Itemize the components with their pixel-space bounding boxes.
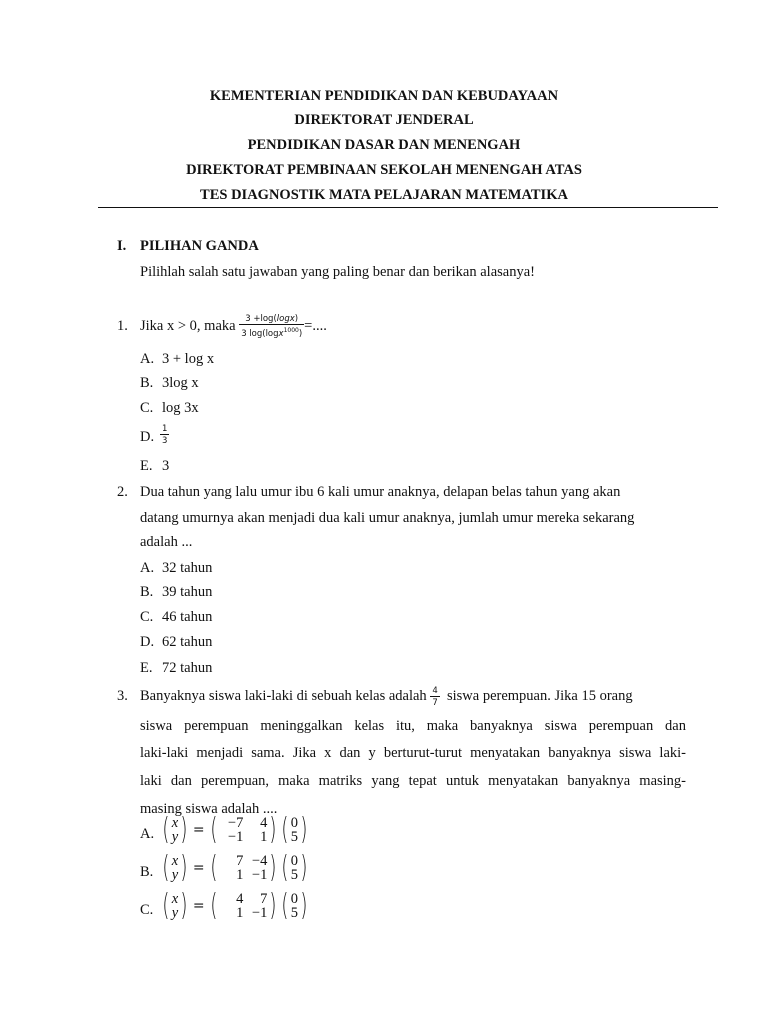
q3-option-a-letter: A.	[140, 826, 155, 842]
q3-line3: laki-laki menjadi sama. Jika x dan y berturut-turut menyatakan banyaknya siswa laki-	[140, 745, 686, 761]
q2-line3: adalah ...	[140, 534, 193, 550]
q2-line1: Dua tahun yang lalu umur ibu 6 kali umur anaknya, delapan belas tahun yang akan	[140, 484, 621, 500]
q3-line1: Banyaknya siswa laki-laki di sebuah kelas adalah $\frac{4}{7}$ siswa perempuan. Jika 15 orang	[140, 685, 633, 708]
q2-option-b-letter: B.	[140, 584, 154, 600]
q1-option-d-letter: D.	[140, 429, 155, 445]
q3-line4: laki dan perempuan, maka matriks yang tepat untuk menyatakan banyaknya masing-	[140, 773, 686, 789]
q3-line2: siswa perempuan meninggalkan kelas itu, maka banyaknya siswa perempuan dan	[140, 718, 686, 734]
q1-option-b-text: 3log x	[162, 375, 199, 391]
q1-option-a-text: 3 + log x	[162, 351, 215, 367]
q2-option-c-letter: C.	[140, 609, 154, 625]
q3-option-b-equation: ( x y ) = ( 7 −4 1 −1 ) ( 0 5 )	[162, 850, 308, 885]
section-instruction: Pilihlah salah satu jawaban yang paling benar dan berikan alasanya!	[140, 264, 535, 280]
q1-suffix: =....	[304, 318, 327, 334]
header-directorate: DIREKTORAT PEMBINAAN SEKOLAH MENENGAH ATAS	[186, 162, 582, 178]
q2-option-c-text: 46 tahun	[162, 609, 213, 625]
q1-option-c-letter: C.	[140, 400, 154, 416]
section-title: PILIHAN GANDA	[140, 238, 259, 254]
header-test-title: TES DIAGNOSTIK MATA PELAJARAN MATEMATIKA	[200, 187, 568, 203]
q1-option-a-letter: A.	[140, 351, 155, 367]
q3-option-a-equation: ( x y ) = ( −7 4 −1 1 ) ( 0 5 )	[162, 812, 308, 847]
q1-option-e-letter: E.	[140, 458, 153, 474]
q1-stem	[140, 308, 327, 344]
q3-option-c-letter: C.	[140, 902, 154, 918]
q2-option-a-text: 32 tahun	[162, 560, 213, 576]
q2-option-a-letter: A.	[140, 560, 155, 576]
header-education-level: PENDIDIKAN DASAR DAN MENENGAH	[247, 137, 521, 153]
q1-fraction-denominator: 3 log(logx$^{1000}$)	[239, 324, 304, 339]
q1-fraction-numerator: 3 +log(logx)	[245, 314, 299, 325]
q3-option-c-equation: ( x y ) = ( 4 7 1 −1 ) ( 0 5 )	[162, 888, 308, 923]
q2-option-d-letter: D.	[140, 634, 155, 650]
q2-option-e-letter: E.	[140, 660, 153, 676]
q1-option-c-text: log 3x	[162, 400, 199, 416]
q2-number: 2.	[117, 484, 128, 500]
q2-option-e-text: 72 tahun	[162, 660, 213, 676]
q1-number: 1.	[117, 318, 128, 334]
q2-option-b-text: 39 tahun	[162, 584, 213, 600]
q3-number: 3.	[117, 688, 128, 704]
q2-line2: datang umurnya akan menjadi dua kali umur anaknya, jumlah umur mereka sekarang	[140, 510, 635, 526]
q1-prefix: Jika x > 0, maka	[140, 318, 236, 334]
header-directorate-general: DIREKTORAT JENDERAL	[294, 112, 474, 128]
q2-option-d-text: 62 tahun	[162, 634, 213, 650]
header-ministry: KEMENTERIAN PENDIDIKAN DAN KEBUDAYAAN	[209, 88, 559, 104]
q1-option-e-text: 3	[162, 458, 170, 474]
header-divider	[98, 207, 718, 208]
q1-option-b-letter: B.	[140, 375, 154, 391]
q3-option-b-letter: B.	[140, 864, 154, 880]
q1-fraction	[239, 314, 304, 339]
q3-fraction: $\frac{4}{7}$	[432, 685, 438, 708]
section-number: I.	[117, 238, 127, 254]
q1-option-d-fraction: $\frac{1}{3}$	[162, 424, 168, 446]
q3-line5: masing siswa adalah ....	[140, 801, 278, 817]
